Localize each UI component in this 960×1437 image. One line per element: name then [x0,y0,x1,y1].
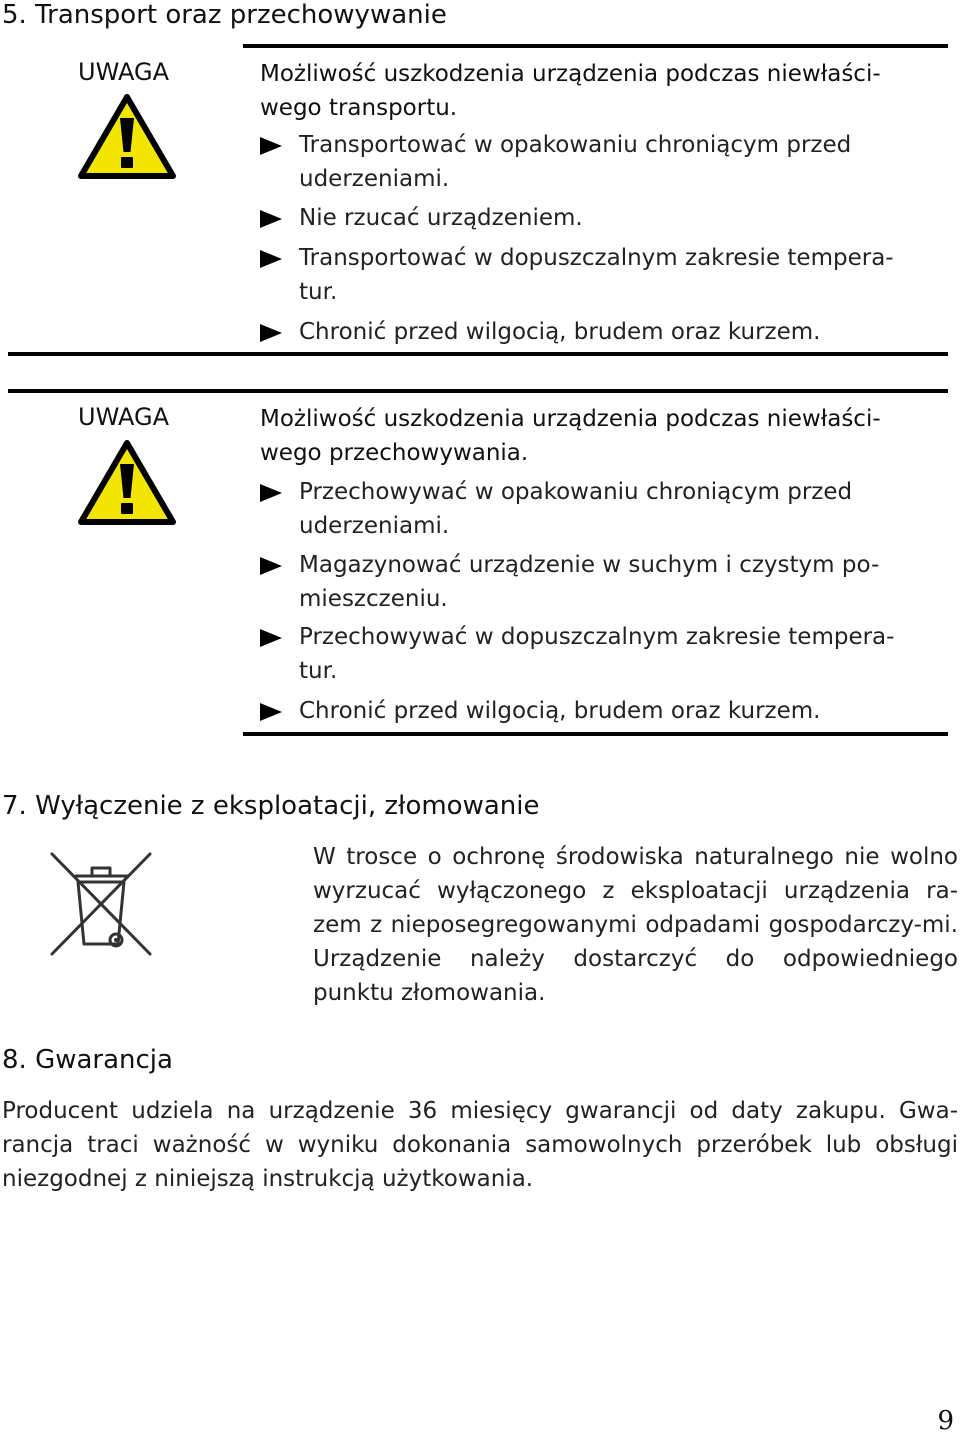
list-item-text: Transportować w dopuszczalnym zakresie tempera-tur. [299,245,894,305]
warning-title: Możliwość uszkodzenia urządzenia podczas niewłaści-wego przechowywania. [260,406,881,466]
warning-list-item [260,548,900,616]
list-item-text: Przechowywać w dopuszczalnym zakresie tempera-tur. [299,624,895,684]
section-heading-warranty: 8. Gwarancja [2,1045,173,1075]
bullet-arrow-icon [260,703,282,721]
warning-label: UWAGA [78,403,169,431]
section-heading-transport: 5. Transport oraz przechowywanie [2,0,447,30]
warning-bottom-rule [8,352,948,356]
list-item-text: Transportować w opakowaniu chroniącym przed uderzeniami. [299,132,852,192]
warning-triangle-icon [78,440,176,526]
warning-list-item [260,201,900,235]
warning-top-rule [8,389,948,393]
warning-bottom-rule [243,732,948,736]
warning-list-item [260,241,900,309]
warning-triangle-icon [78,94,176,180]
bullet-arrow-icon [260,324,282,342]
section-heading-decommission: 7. Wyłączenie z eksploatacji, złomowanie [2,791,540,821]
decommission-paragraph: W trosce o ochronę środowiska naturalnego nie wolno wyrzucać wyłączonego z eksploatacji urządzenia ra-zem z nieposegregowanymi odpadami gospodarczy-mi. Urządzenie należy dostarczyć do odpowiedniego punktu złomowania. [313,844,958,1006]
list-item-text: Chronić przed wilgocią, brudem oraz kurzem. [299,319,821,345]
warning-list-item [260,315,900,349]
warning-list-item [260,620,900,688]
bullet-arrow-icon [260,557,282,575]
warning-list-item [260,694,900,728]
warning-list-item [260,475,900,543]
bullet-arrow-icon [260,137,282,155]
warning-label: UWAGA [78,58,169,86]
list-item-text: Nie rzucać urządzeniem. [299,205,583,231]
warning-top-rule [243,44,948,48]
crossed-out-wheelie-bin-icon [48,850,154,960]
warning-title: Możliwość uszkodzenia urządzenia podczas niewłaści-wego transportu. [260,61,881,121]
list-item-text: Magazynować urządzenie w suchym i czystym po-mieszczeniu. [299,552,880,612]
bullet-arrow-icon [260,484,282,502]
list-item-text: Przechowywać w opakowaniu chroniącym przed uderzeniami. [299,479,853,539]
bullet-arrow-icon [260,250,282,268]
bullet-arrow-icon [260,629,282,647]
page-number: 9 [937,1406,954,1436]
list-item-text: Chronić przed wilgocią, brudem oraz kurzem. [299,698,821,724]
warning-list-item [260,128,900,196]
bullet-arrow-icon [260,210,282,228]
warranty-paragraph: Producent udziela na urządzenie 36 miesięcy gwarancji od daty zakupu. Gwa-rancja traci ważność w wyniku dokonania samowolnych przeróbek lub obsługi niezgodnej z niniejszą instrukcją użytkowania. [2,1098,958,1192]
